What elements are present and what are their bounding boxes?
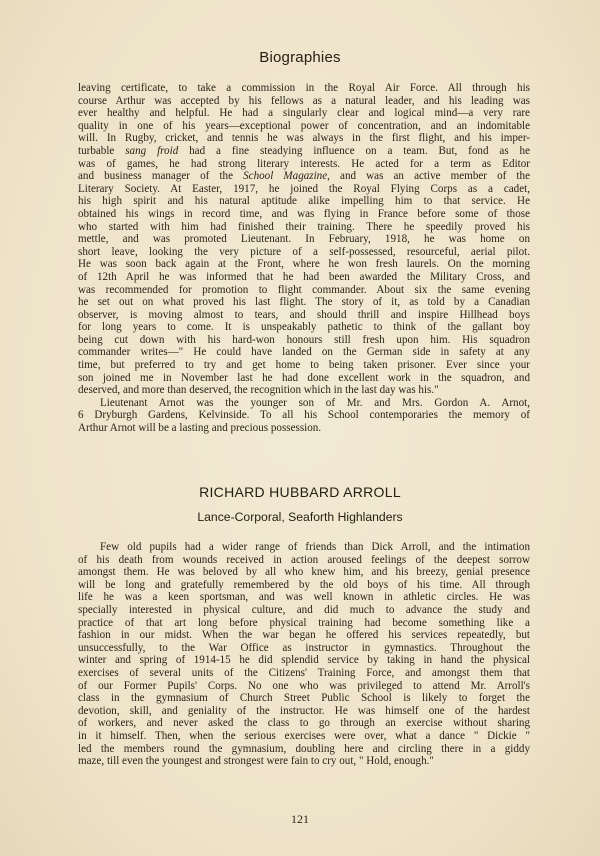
text-line: winter and spring of 1914-15 he did splendid service by taking in hand the physical (78, 654, 530, 667)
text-line: specially interested in physical culture, and did much to advance the study and (78, 603, 530, 616)
text-line: life he was a keen sportsman, and was well known in athletic circles. He was (78, 591, 530, 604)
text-line: devotion, skill, and geniality of the instructor. He was himself one of the hardest (78, 704, 530, 717)
text-line: being cut down with his hard-won honours still fresh upon him. His squadron (78, 333, 530, 346)
text-line: amongst them. He was beloved by all who knew him, and his breezy, genial presence (78, 566, 530, 579)
text-line: course Arthur was accepted by his fellows as a natural leader, and his leading was (78, 94, 530, 107)
text-line: class in the gymnasium of Church Street Public School is likely to forget the (78, 692, 530, 705)
text-line: and business manager of the School Magazine, and was an active member of the (78, 170, 530, 183)
text-line: in it himself. Then, when the serious exercises were over, what a dance " Dickie " (78, 729, 530, 742)
text-line: He was soon back again at the Front, where he won fresh laurels. On the morning (78, 258, 530, 271)
running-head: Biographies (259, 49, 341, 66)
page-number: 121 (291, 812, 309, 826)
arroll-paragraph-1 (78, 541, 530, 768)
text-line: Arthur Arnot will be a lasting and precious possession. (78, 422, 322, 435)
text-line: his high spirit and his natural aptitude alike impelling him to that service. He (78, 195, 530, 208)
arnot-paragraph-1 (78, 82, 530, 397)
text-line: practice of that art long before physical training had become something like a (78, 616, 530, 629)
text-line: quality in one of his years—exceptional power of concentration, and an indomitable (78, 119, 530, 132)
text-line: of our Former Pupils' Corps. No one who was privileged to attend Mr. Arroll's (78, 679, 530, 692)
text-line: will be long and gratefully remembered by the old boys of his time. All through (78, 578, 530, 591)
text-line: of workers, and never asked the class to go through an exercise without sharing (78, 717, 530, 730)
text-line: exercises of several units of the Citizens' Training Force, and amongst them that (78, 666, 530, 679)
text-line: turbable sang froid had a fine steadying influence on a team. But, fond as he (78, 144, 530, 157)
text-line: ever healthy and helpful. He had a singularly clear and logical mind—a very rare (78, 107, 530, 120)
text-line: he set out on what proved his last flight. The story of it, as told by a Canadian (78, 296, 530, 309)
text-line: Lieutenant Arnot was the younger son of Mr. and Mrs. Gordon A. Arnot, (100, 396, 530, 409)
text-line: leaving certificate, to take a commission in the Royal Air Force. All through his (78, 82, 530, 94)
arroll-biography (78, 541, 530, 768)
text-line: was of games, he had strong literary interests. He acted for a term as Editor (78, 157, 530, 170)
text-line: obtained his wings in record time, and was flying in France before some of those (78, 207, 530, 220)
text-line: for long years to come. It is unspeakably pathetic to think of the gallant boy (78, 321, 530, 334)
text-line: son joined me in November last he had done excellent work in the squadron, and (78, 371, 530, 384)
text-line: led the members round the gymnasium, doubling here and circling there in a giddy (78, 742, 530, 755)
text-line: unsuccessfully, to the War Office as instructor in gymnastics. Throughout the (78, 641, 530, 654)
text-line: will. In Rugby, cricket, and tennis he was always in the first flight, and his imper- (78, 132, 530, 145)
text-line: of his death from wounds received in action aroused feelings of the deepest sorrow (78, 553, 530, 566)
text-line: short leave, looking the very picture of a self-possessed, resourceful, aerial pilot. (78, 245, 530, 258)
text-line: commander writes—" He could have landed on the German side in safety at any (78, 346, 530, 359)
text-line: was recommended for promotion to flight commander. About six the same evening (78, 283, 530, 296)
text-line: of 12th April he was informed that he had been awarded the Military Cross, and (78, 270, 530, 283)
arnot-paragraph-2 (78, 397, 530, 435)
text-line: maze, till even the youngest and strongest were fain to cry out, " Hold, enough." (78, 755, 434, 768)
text-line: fashion in our midst. When the war began he offered his services repeatedly, but (78, 629, 530, 642)
text-line: mettle, and was promoted Lieutenant. In February, 1918, he was home on (78, 233, 530, 246)
text-line: 6 Dryburgh Gardens, Kelvinside. To all his School contemporaries the memory of (78, 409, 530, 422)
text-line: who started with him had finished their training. There he speedily proved his (78, 220, 530, 233)
text-line: Few old pupils had a wider range of friends than Dick Arroll, and the intimation (100, 541, 530, 553)
arnot-biography-continued (78, 82, 530, 435)
text-line: time, but preferred to try and get home to being taken prisoner. Ever since your (78, 359, 530, 372)
biography-name-heading: RICHARD HUBBARD ARROLL (199, 484, 401, 500)
text-line: deserved, and more than deserved, the recognition which in the last day was his." (78, 384, 439, 397)
biography-rank-subheading: Lance-Corporal, Seaforth Highlanders (197, 510, 403, 524)
text-line: Literary Society. At Easter, 1917, he joined the Royal Flying Corps as a cadet, (78, 182, 530, 195)
text-line: observer, is moving almost to tears, and should thrill and inspire Hillhead boys (78, 308, 530, 321)
